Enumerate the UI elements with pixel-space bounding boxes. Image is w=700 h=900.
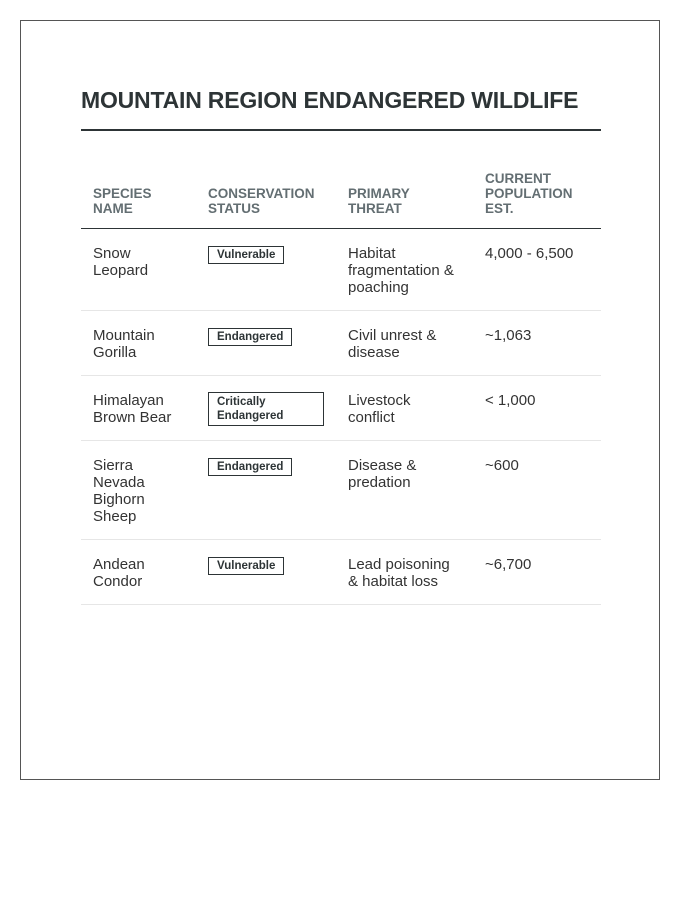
threat-cell: Civil unrest & disease [336,311,473,376]
status-cell [196,376,336,441]
title-divider [81,129,601,131]
species-table [81,171,601,605]
column-header-status: CONSERVATION STATUS [196,171,336,229]
status-badge: Endangered [208,328,292,346]
population-cell: ~600 [473,441,601,540]
threat-cell: Livestock conflict [336,376,473,441]
population-cell: < 1,000 [473,376,601,441]
population-cell: 4,000 - 6,500 [473,229,601,311]
document-page [20,20,660,780]
status-cell [196,311,336,376]
table-header-row [81,171,601,229]
table-row [81,441,601,540]
table-row [81,311,601,376]
threat-cell: Habitat fragmentation & poaching [336,229,473,311]
page-title: MOUNTAIN REGION ENDANGERED WILDLIFE [81,87,579,113]
table-body [81,229,601,605]
status-cell [196,441,336,540]
threat-cell: Disease & predation [336,441,473,540]
species-name-cell: Sierra Nevada Bighorn Sheep [81,441,196,540]
threat-cell: Lead poisoning & habitat loss [336,540,473,605]
species-name-cell: Andean Condor [81,540,196,605]
table-row [81,376,601,441]
column-header-species: SPECIES NAME [81,171,196,229]
status-cell [196,229,336,311]
population-cell: ~6,700 [473,540,601,605]
status-badge: Critically Endangered [208,392,324,426]
column-header-population: CURRENT POPULATION EST. [473,171,601,229]
status-badge: Endangered [208,458,292,476]
status-badge: Vulnerable [208,557,284,575]
species-name-cell: Himalayan Brown Bear [81,376,196,441]
table-row [81,229,601,311]
population-cell: ~1,063 [473,311,601,376]
species-name-cell: Mountain Gorilla [81,311,196,376]
table-header [81,171,601,229]
column-header-threat: PRIMARY THREAT [336,171,473,229]
species-name-cell: Snow Leopard [81,229,196,311]
status-cell [196,540,336,605]
status-badge: Vulnerable [208,246,284,264]
table-row [81,540,601,605]
